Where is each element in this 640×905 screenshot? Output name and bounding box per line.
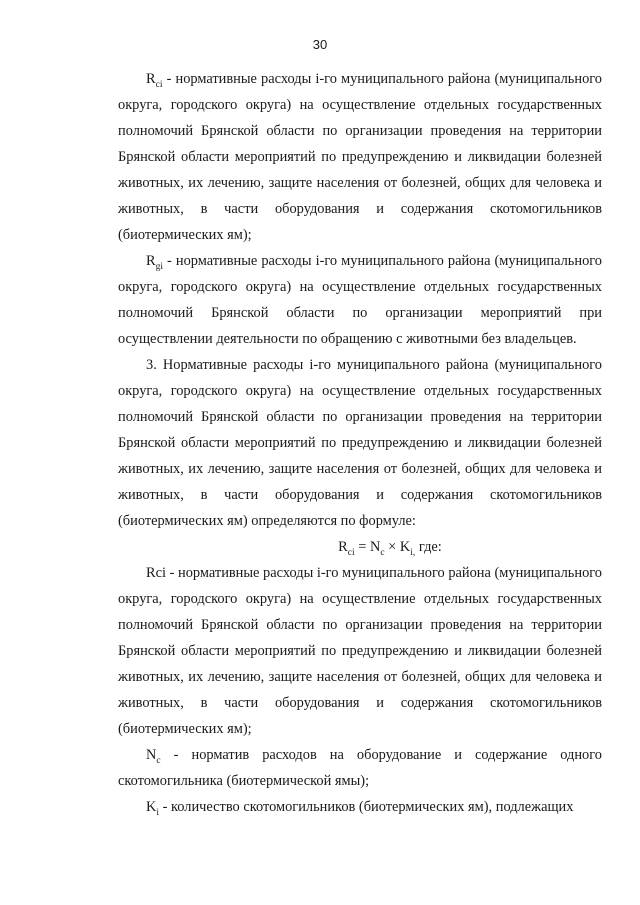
symbol-base: R (146, 71, 156, 87)
formula-times: × (384, 539, 400, 555)
formula-n-subscript: c (380, 547, 385, 558)
document-body (118, 66, 602, 820)
symbol-base: Rci (146, 565, 166, 581)
paragraph-rgi-definition (118, 248, 602, 352)
formula-lhs-subscript: ci (347, 547, 355, 558)
symbol-base: K (146, 799, 157, 815)
formula-k: K (399, 539, 411, 555)
formula-equals: = (354, 539, 370, 555)
definition-text: - норматив расходов на оборудование и содержание одного скотомогильника (биотермической ямы); (118, 747, 602, 789)
definition-rci (118, 560, 602, 742)
definition-text: - нормативные расходы i-го муниципального района (муниципального округа, городского округа) на осуществление отдельных государственных полномочий Брянской области по организации проведения на территории Брянской области мероприятий по предупреждению и ликвидации болезней животных, их лечению, защите населения от болезней, общих для человека и животных, в части оборудования и содержания скотомогильников (биотермических ям); (118, 565, 602, 737)
formula (118, 534, 602, 560)
formula-tail: где: (415, 539, 442, 555)
formula-n: N (369, 539, 381, 555)
definition-ki (118, 794, 602, 820)
symbol-subscript: ci (155, 79, 163, 90)
paragraph-text: - нормативные расходы i-го муниципального района (муниципального округа, городского округа) на осуществление отдельных государственных полномочий Брянской области по организации проведения на территории Брянской области мероприятий по предупреждению и ликвидации болезней животных, их лечению, защите населения от болезней, общих для человека и животных, в части оборудования и содержания скотомогильников (биотермических ям); (118, 71, 602, 243)
paragraph-text: - нормативные расходы i-го муниципального района (муниципального округа, городского округа) на осуществление отдельных государственных полномочий Брянской области по организации мероприятий при осуществлении деятельности по обращению с животными без владельцев. (118, 253, 602, 347)
symbol-base: R (146, 253, 156, 269)
symbol-subscript: c (156, 755, 161, 766)
formula-k-subscript: i, (410, 547, 416, 558)
formula-lhs: R (338, 539, 348, 555)
definition-text: - количество скотомогильников (биотермических ям), подлежащих (159, 799, 574, 815)
paragraph-rci-definition (118, 66, 602, 248)
definition-nc (118, 742, 602, 794)
symbol-base: N (146, 747, 157, 763)
symbol-subscript: i (156, 807, 160, 818)
page-number: 30 (312, 37, 328, 52)
paragraph-section-3: 3. Нормативные расходы i-го муниципального района (муниципального округа, городского округа) на осуществление отдельных государственных полномочий Брянской области по организации проведения на территории Брянской области мероприятий по предупреждению и ликвидации болезней животных, их лечению, защите населения от болезней, общих для человека и животных, в части оборудования и содержания скотомогильников (биотермических ям) определяются по формуле: (118, 357, 602, 529)
symbol-subscript: gi (155, 261, 163, 272)
